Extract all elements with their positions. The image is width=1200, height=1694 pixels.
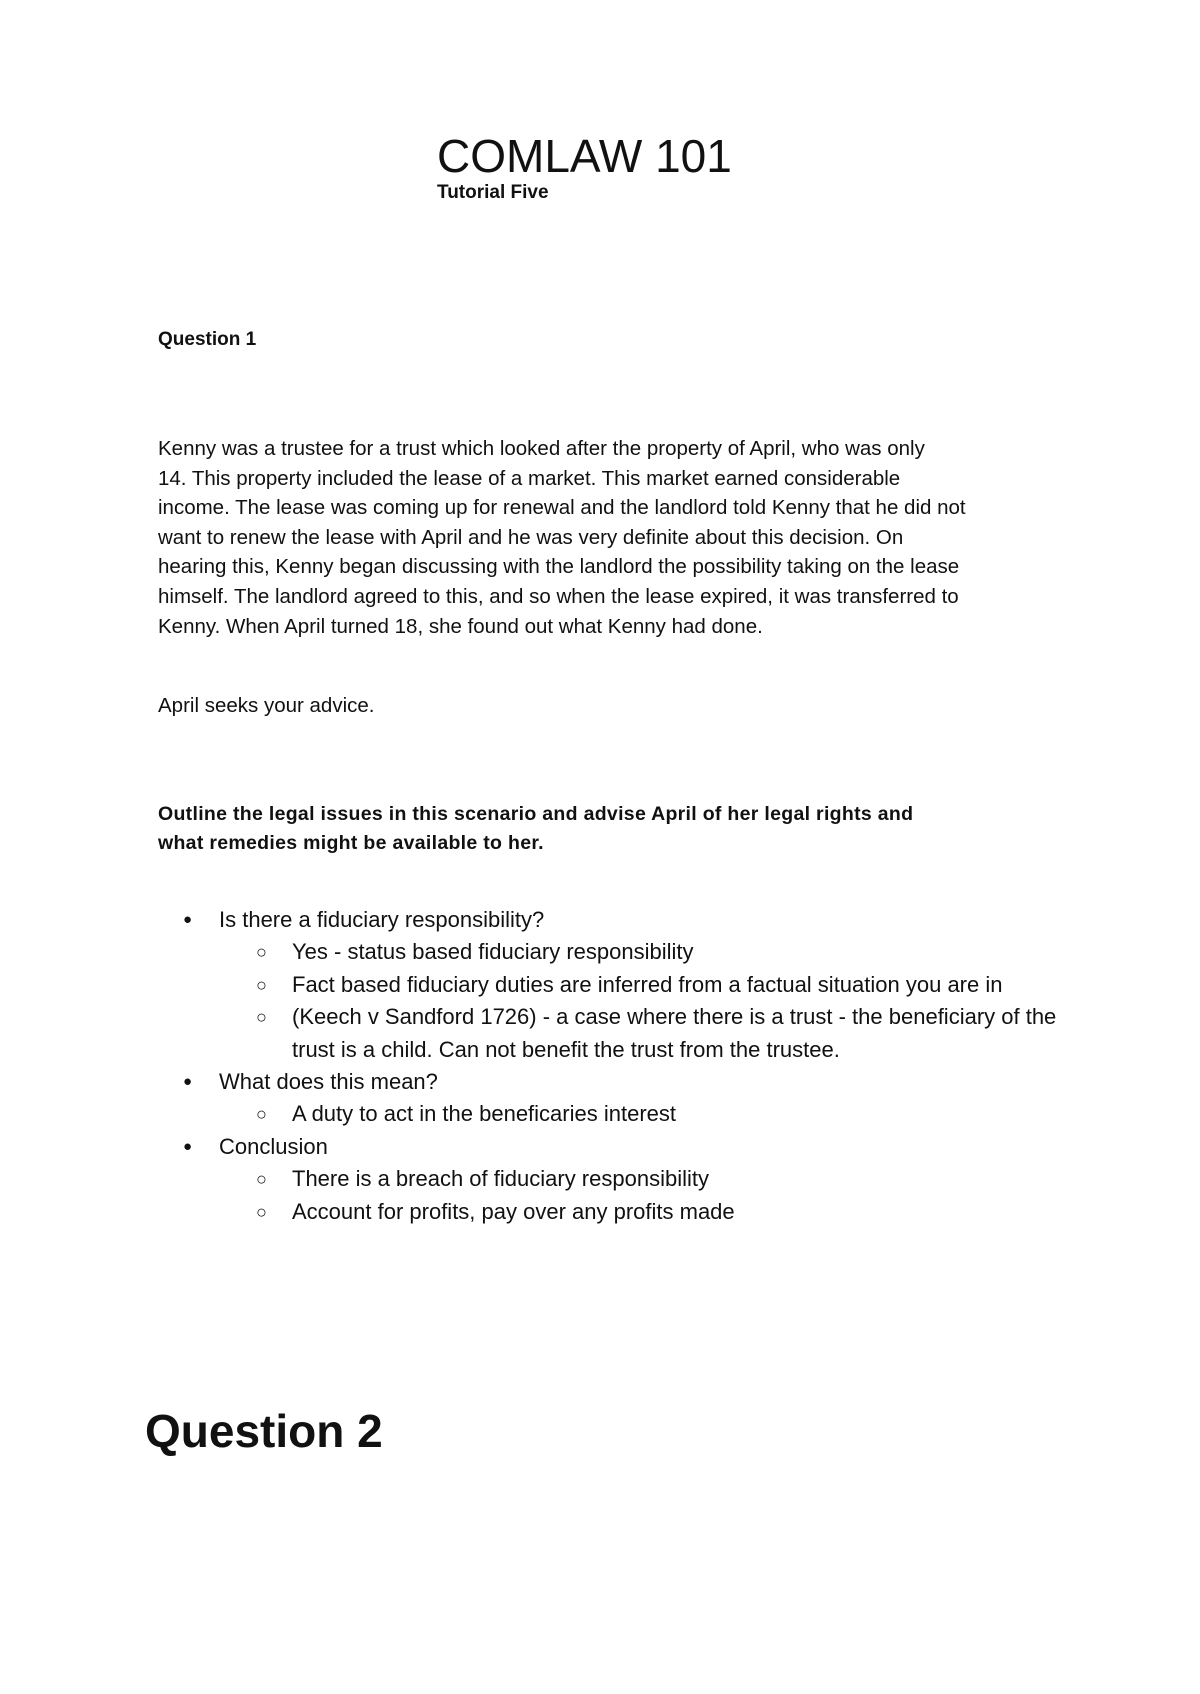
scenario-line: want to renew the lease with April and he was very definite about this decision. On [158,525,904,549]
outline-sublist [0,936,1200,1066]
outline-subitem-text: Account for profits, pay over any profits made [292,1198,735,1224]
document-subtitle: Tutorial Five [437,182,549,203]
question-1-task [158,800,1038,858]
outline-subitem [0,1098,1062,1130]
outline-subitem-text: There is a breach of fiduciary responsibility [292,1166,709,1192]
hollow-circle-bullet-icon: ○ [256,1169,267,1190]
outline-item-text: Is there a fiduciary responsibility? [219,907,545,932]
filled-circle-bullet-icon: ● [183,911,193,928]
outline-sublist [0,1163,1200,1228]
question-1-scenario [158,434,1058,641]
hollow-circle-bullet-icon: ○ [256,942,267,963]
hollow-circle-bullet-icon: ○ [256,1201,267,1222]
scenario-line: 14. This property included the lease of a market. This market earned considerable [158,466,901,490]
outline-sublist-wrapper [0,936,1200,1066]
outline-subitem [0,936,1062,968]
hollow-circle-bullet-icon: ○ [256,1007,267,1028]
outline-item-text: What does this mean? [219,1069,438,1095]
outline-sublist-wrapper [0,1098,1200,1130]
hollow-circle-bullet-icon: ○ [256,974,267,995]
scenario-line: hearing this, Kenny began discussing with the landlord the possibility taking on the lease [158,555,960,579]
filled-circle-bullet-icon: ● [183,1073,193,1091]
outline-sublist [0,1098,1200,1130]
outline-item-text: Conclusion [219,1133,328,1159]
task-line: what remedies might be available to her. [158,832,544,854]
scenario-line: himself. The landlord agreed to this, and so when the lease expired, it was transferred to [158,584,959,608]
document-title: COMLAW 101 [437,130,732,182]
question-1-advice: April seeks your advice. [158,694,375,717]
question-1-heading: Question 1 [158,329,257,350]
filled-circle-bullet-icon: ● [183,1137,193,1155]
outline-subitem [0,969,1062,1001]
question-2-heading: Question 2 [145,1405,383,1457]
outline-subitem [0,1001,1062,1066]
scenario-line: income. The lease was coming up for renewal and the landlord told Kenny that he did not [158,496,966,520]
hollow-circle-bullet-icon: ○ [256,1104,267,1125]
outline-subitem-text: (Keech v Sandford 1726) - a case where there is a trust - the beneficiary of the trust is a child. Can not benefit the trust from the trustee. [292,1004,1057,1062]
scenario-line: Kenny was a trustee for a trust which looked after the property of April, who was only [158,437,925,460]
outline-subitem-text: Yes - status based fiduciary responsibility [292,939,694,965]
outline-item [0,1066,1200,1098]
scenario-line: Kenny. When April turned 18, she found out what Kenny had done. [158,614,763,638]
outline-subitem-text: Fact based fiduciary duties are inferred from a factual situation you are in [292,971,1003,997]
outline-sublist-wrapper [0,1163,1200,1228]
outline-item [0,1131,1200,1163]
task-line: Outline the legal issues in this scenario and advise April of her legal rights and [158,803,914,825]
answer-outline [0,904,1200,1228]
outline-subitem [0,1163,1062,1195]
outline-subitem [0,1196,1062,1228]
outline-subitem-text: A duty to act in the beneficaries interest [292,1101,677,1127]
outline-item [0,904,1200,936]
